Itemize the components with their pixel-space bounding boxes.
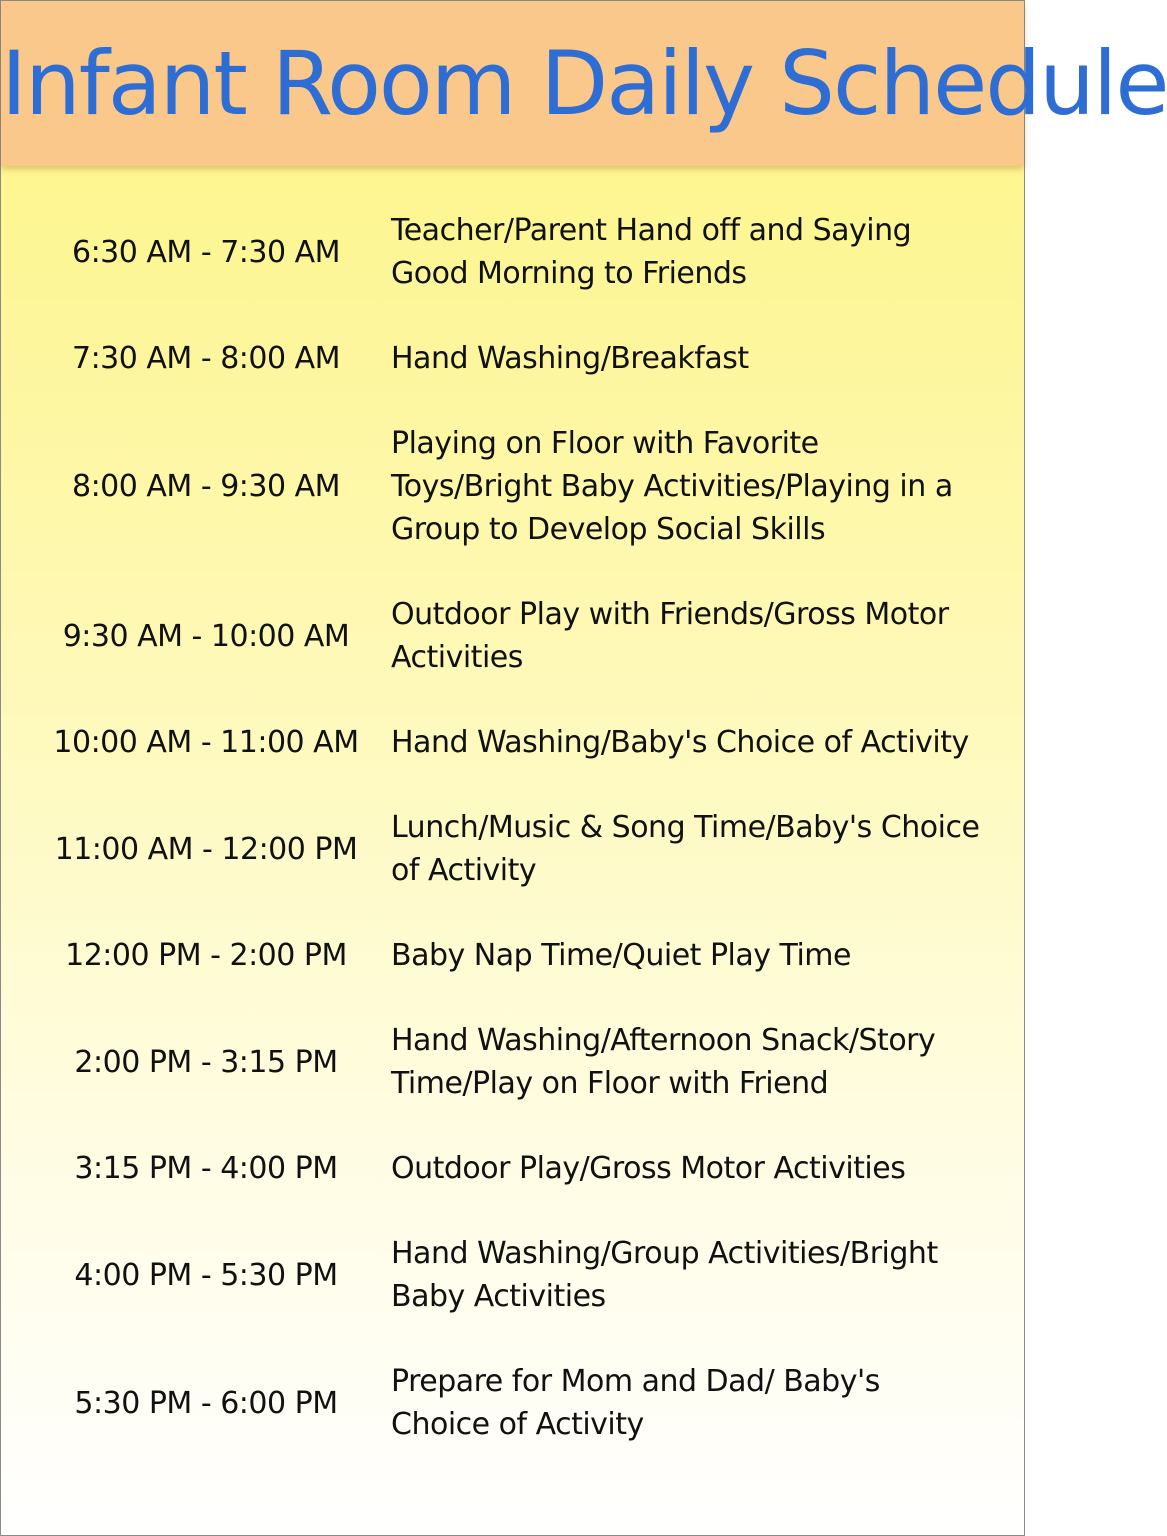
page-title: Infant Room Daily Schedule — [1, 32, 1167, 135]
activity-description: Baby Nap Time/Quiet Play Time — [391, 938, 851, 973]
schedule-row — [1, 337, 1024, 380]
schedule-row — [1, 209, 1024, 295]
time-slot: 2:00 PM - 3:15 PM — [74, 1044, 338, 1080]
time-slot: 11:00 AM - 12:00 PM — [54, 831, 358, 867]
time-slot: 6:30 AM - 7:30 AM — [71, 234, 341, 270]
schedule-row — [1, 934, 1024, 977]
activity-description: Outdoor Play with Friends/Gross Motor Activities — [391, 597, 949, 675]
time-slot: 3:15 PM - 4:00 PM — [74, 1151, 338, 1186]
schedule-row — [1, 422, 1024, 551]
time-slot: 8:00 AM - 9:30 AM — [71, 469, 341, 504]
activity-description: Hand Washing/Baby's Choice of Activity — [391, 725, 969, 760]
activity-description: Lunch/Music & Song Time/Baby's Choice of Activity — [391, 810, 980, 888]
time-slot: 10:00 AM - 11:00 AM — [53, 725, 359, 760]
time-slot: 4:00 PM - 5:30 PM — [74, 1257, 338, 1293]
schedule-row — [1, 1147, 1024, 1190]
activity-description: Hand Washing/Breakfast — [391, 341, 749, 376]
activity-description: Prepare for Mom and Dad/ Baby's Choice of Activity — [391, 1364, 880, 1442]
schedule-row — [1, 1360, 1024, 1446]
activity-description: Hand Washing/Group Activities/Bright Baby Activities — [391, 1236, 938, 1314]
time-slot: 7:30 AM - 8:00 AM — [71, 341, 341, 376]
activity-description: Hand Washing/Afternoon Snack/Story Time/Play on Floor with Friend — [391, 1023, 936, 1101]
time-slot: 9:30 AM - 10:00 AM — [62, 618, 350, 654]
title-banner — [1, 1, 1167, 166]
activity-description: Playing on Floor with Favorite Toys/Bright Baby Activities/Playing in a Group to Develop Social Skills — [391, 426, 953, 547]
schedule-list — [1, 209, 1024, 1488]
schedule-row — [1, 806, 1024, 892]
schedule-row — [1, 721, 1024, 764]
schedule-row — [1, 593, 1024, 679]
schedule-row — [1, 1019, 1024, 1105]
activity-description: Teacher/Parent Hand off and Saying Good Morning to Friends — [391, 213, 912, 291]
schedule-row — [1, 1232, 1024, 1318]
time-slot: 12:00 PM - 2:00 PM — [65, 938, 347, 973]
activity-description: Outdoor Play/Gross Motor Activities — [391, 1151, 906, 1186]
time-slot: 5:30 PM - 6:00 PM — [74, 1385, 338, 1421]
